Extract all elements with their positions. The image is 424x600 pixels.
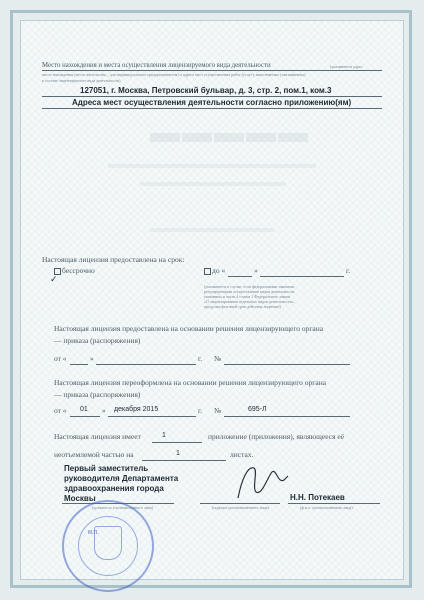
until-checkbox — [204, 268, 211, 275]
reissue-from: от « — [54, 406, 67, 415]
basis-month-field — [96, 364, 196, 365]
quote-close: » — [102, 406, 106, 415]
indefinite-option: бессрочно — [62, 266, 95, 275]
year-suffix: г. — [198, 406, 203, 415]
basis-from: от « — [54, 354, 67, 363]
rule — [42, 108, 382, 109]
header-subtitle: в составе лицензируемого вида деятельности) — [42, 78, 121, 83]
signatory-position: здравоохранения города — [64, 484, 164, 493]
term-note: указанных в части 4 статьи 1 Федерального закона — [204, 294, 291, 299]
name-note: (ф.и.о. уполномоченного лица) — [300, 505, 353, 510]
rule — [42, 96, 382, 97]
watermark-line — [150, 228, 274, 232]
month-field — [260, 276, 344, 277]
license-address: 127051, г. Москва, Петровский бульвар, д. 3, стр. 2, пом.1, ком.3 — [80, 86, 332, 95]
reissue-month-field — [108, 416, 196, 417]
until-option: до « — [212, 266, 226, 275]
quote-close: » — [254, 266, 258, 275]
basis-label: — приказа (распоряжения) — [54, 336, 141, 345]
reissue-label: Настоящая лицензия переоформлена на основании решения лицензирующего органа — [54, 378, 327, 387]
term-note: предусмотрен иной срок действия лицензии) — [204, 304, 281, 309]
attachments-count-field — [152, 442, 202, 443]
attachments-sheets: 1 — [176, 450, 180, 457]
signature-note: (подпись уполномоченного лица) — [212, 505, 269, 510]
attachments-text: приложение (приложения), являющееся её — [208, 432, 345, 441]
name-field — [288, 503, 380, 504]
header-title: Место нахождения и места осуществления лицензируемого вида деятельности — [42, 62, 271, 69]
reissue-month-year: декабря 2015 — [114, 406, 159, 413]
header-subtitle: места нахождения (место жительства – для индивидуального предпринимателя) и адреса мест осуществления работ (услуг), выполняемых (оказываемых) — [42, 72, 306, 77]
term-note: регулирующими осуществление видов деятельности, — [204, 289, 296, 294]
reissue-day-field — [70, 416, 100, 417]
basis-number-field — [224, 364, 350, 365]
reissue-number: 695-Л — [248, 406, 267, 413]
signatory-position: Первый заместитель — [64, 464, 149, 473]
term-label: Настоящая лицензия предоставлена на срок: — [42, 255, 185, 264]
attachments-count: 1 — [162, 432, 166, 439]
signature-field — [200, 503, 280, 504]
year-suffix: г. — [198, 354, 203, 363]
stamp-label: М.П. — [88, 530, 99, 536]
rule — [42, 70, 382, 71]
day-field — [228, 276, 252, 277]
year-suffix: г. — [346, 266, 351, 275]
reissue-day: 01 — [80, 406, 88, 413]
watermark-line — [108, 164, 316, 168]
signatory-position: Москвы — [64, 494, 96, 503]
reissue-number-field — [224, 416, 350, 417]
term-note: «О лицензировании отдельных видов деятельности», — [204, 299, 295, 304]
quote-close: » — [90, 354, 94, 363]
address-note: Адреса мест осуществления деятельности согласно приложению(ям) — [72, 98, 352, 107]
term-note: (указывается в случае, если федеральными законами, — [204, 284, 296, 289]
signature-mark — [232, 458, 292, 506]
attachments-sheets-field — [142, 460, 226, 461]
basis-day-field — [70, 364, 88, 365]
reissue-label: — приказа (распоряжения) — [54, 390, 141, 399]
basis-label: Настоящая лицензия предоставлена на основании решения лицензирующего органа — [54, 324, 324, 333]
attachments-text: Настоящая лицензия имеет — [54, 432, 141, 441]
attachments-text: листах. — [230, 450, 254, 459]
attachments-text: неотъемлемой частью на — [54, 450, 134, 459]
watermark-heading: ▬▬▬▬▬ — [150, 116, 310, 149]
reissue-number-label: № — [214, 406, 222, 415]
check-mark: ✓ — [50, 274, 58, 284]
signatory-position: руководителя Департамента — [64, 474, 179, 483]
watermark-line — [140, 182, 286, 186]
signatory-name: Н.Н. Потекаев — [290, 493, 345, 502]
position-note: (должность уполномоченного лица) — [92, 505, 154, 510]
header-title-note: (указывается адрес — [330, 64, 363, 69]
basis-number-label: № — [214, 354, 222, 363]
